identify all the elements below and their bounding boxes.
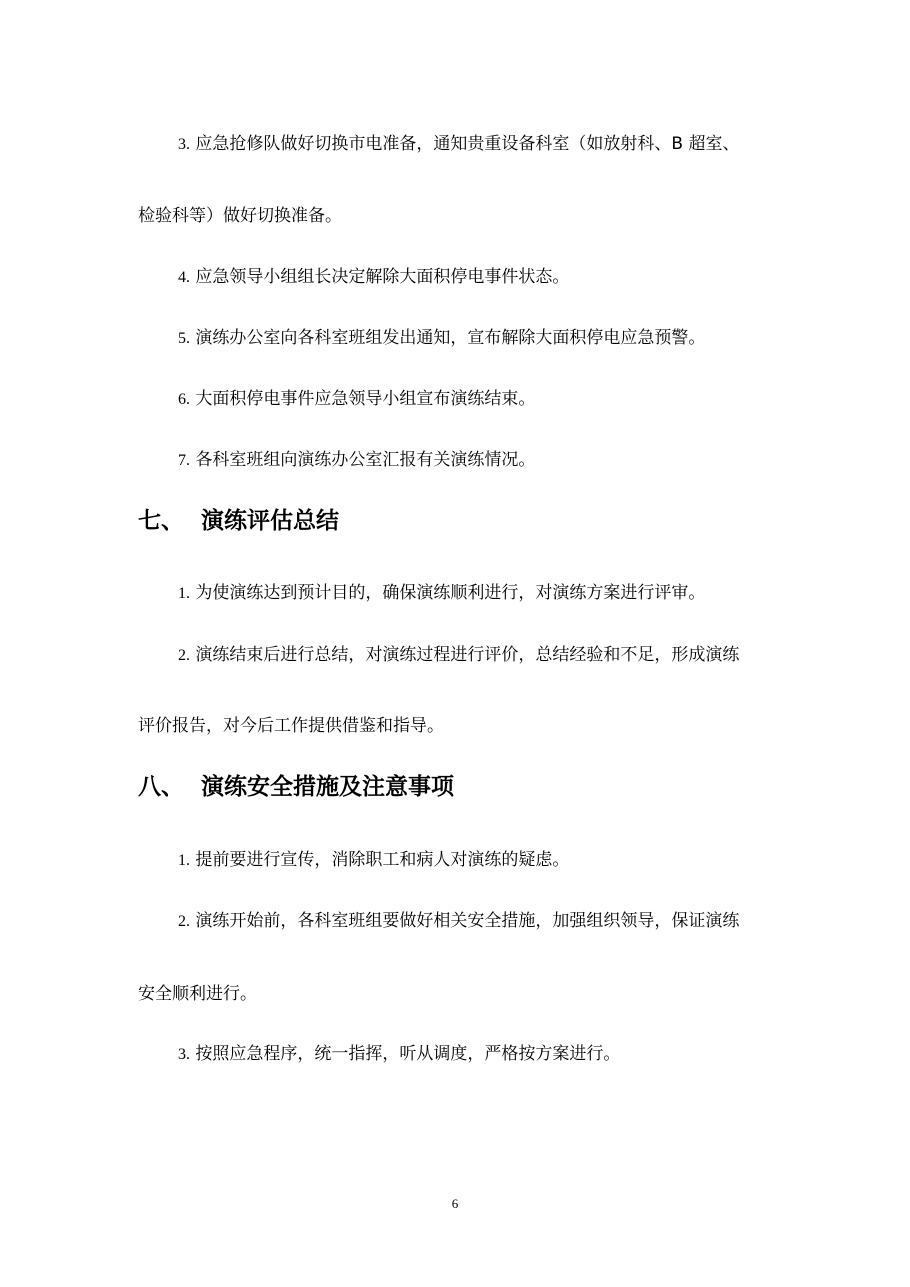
list-item-text: 各科室班组向演练办公室汇报有关演练情况。 — [195, 450, 536, 470]
list-item-7 — [178, 449, 535, 472]
list-item-text: 评价报告，对今后工作提供借鉴和指导。 — [138, 716, 444, 736]
list-item-4 — [178, 266, 569, 289]
section-title: 演练安全措施及注意事项 — [201, 774, 454, 800]
list-item-text: 大面积停电事件应急领导小组宣布演练结束。 — [195, 389, 536, 409]
list-item-number: 3. — [178, 1046, 190, 1063]
list-item-number: 5. — [178, 330, 190, 347]
section-heading-eight — [138, 772, 454, 802]
list-item-2-continuation — [138, 715, 444, 737]
list-item-text: 应急抢修队做好切换市电准备，通知贵重设备科室（如放射科、B 超室、 — [195, 134, 740, 154]
list-item-1 — [178, 849, 569, 872]
list-item-5 — [178, 327, 705, 350]
list-item-text: 安全顺利进行。 — [138, 984, 257, 1004]
section-number: 八、 — [138, 774, 184, 800]
list-item-text: 演练开始前，各科室班组要做好相关安全措施，加强组织领导，保证演练 — [195, 911, 740, 931]
list-item-text: 演练结束后进行总结，对演练过程进行评价，总结经验和不足，形成演练 — [195, 645, 740, 665]
list-item-text: 演练办公室向各科室班组发出通知，宣布解除大面积停电应急预警。 — [195, 328, 706, 348]
list-item-number: 2. — [178, 647, 190, 664]
section-heading-seven — [138, 506, 339, 536]
list-item-6 — [178, 388, 535, 411]
list-item-2-continuation — [138, 983, 257, 1005]
list-item-1 — [178, 582, 705, 605]
list-item-number: 3. — [178, 136, 190, 153]
list-item-3-continuation — [138, 205, 342, 227]
list-item-text: 检验科等）做好切换准备。 — [138, 206, 342, 226]
list-item-text: 提前要进行宣传，消除职工和病人对演练的疑虑。 — [195, 850, 570, 870]
list-item-number: 6. — [178, 391, 190, 408]
list-item-text: 为使演练达到预计目的，确保演练顺利进行，对演练方案进行评审。 — [195, 583, 706, 603]
list-item-text: 按照应急程序，统一指挥，听从调度，严格按方案进行。 — [195, 1044, 621, 1064]
page-number: 6 — [451, 1196, 459, 1211]
list-item-2 — [178, 910, 739, 933]
list-item-number: 7. — [178, 452, 190, 469]
section-title: 演练评估总结 — [201, 508, 339, 534]
list-item-number: 4. — [178, 269, 190, 286]
section-number: 七、 — [138, 508, 184, 534]
list-item-2 — [178, 644, 739, 667]
list-item-3 — [178, 1043, 620, 1066]
list-item-3 — [178, 133, 739, 156]
list-item-text: 应急领导小组组长决定解除大面积停电事件状态。 — [195, 267, 570, 287]
list-item-number: 1. — [178, 852, 190, 869]
list-item-number: 1. — [178, 585, 190, 602]
list-item-number: 2. — [178, 913, 190, 930]
